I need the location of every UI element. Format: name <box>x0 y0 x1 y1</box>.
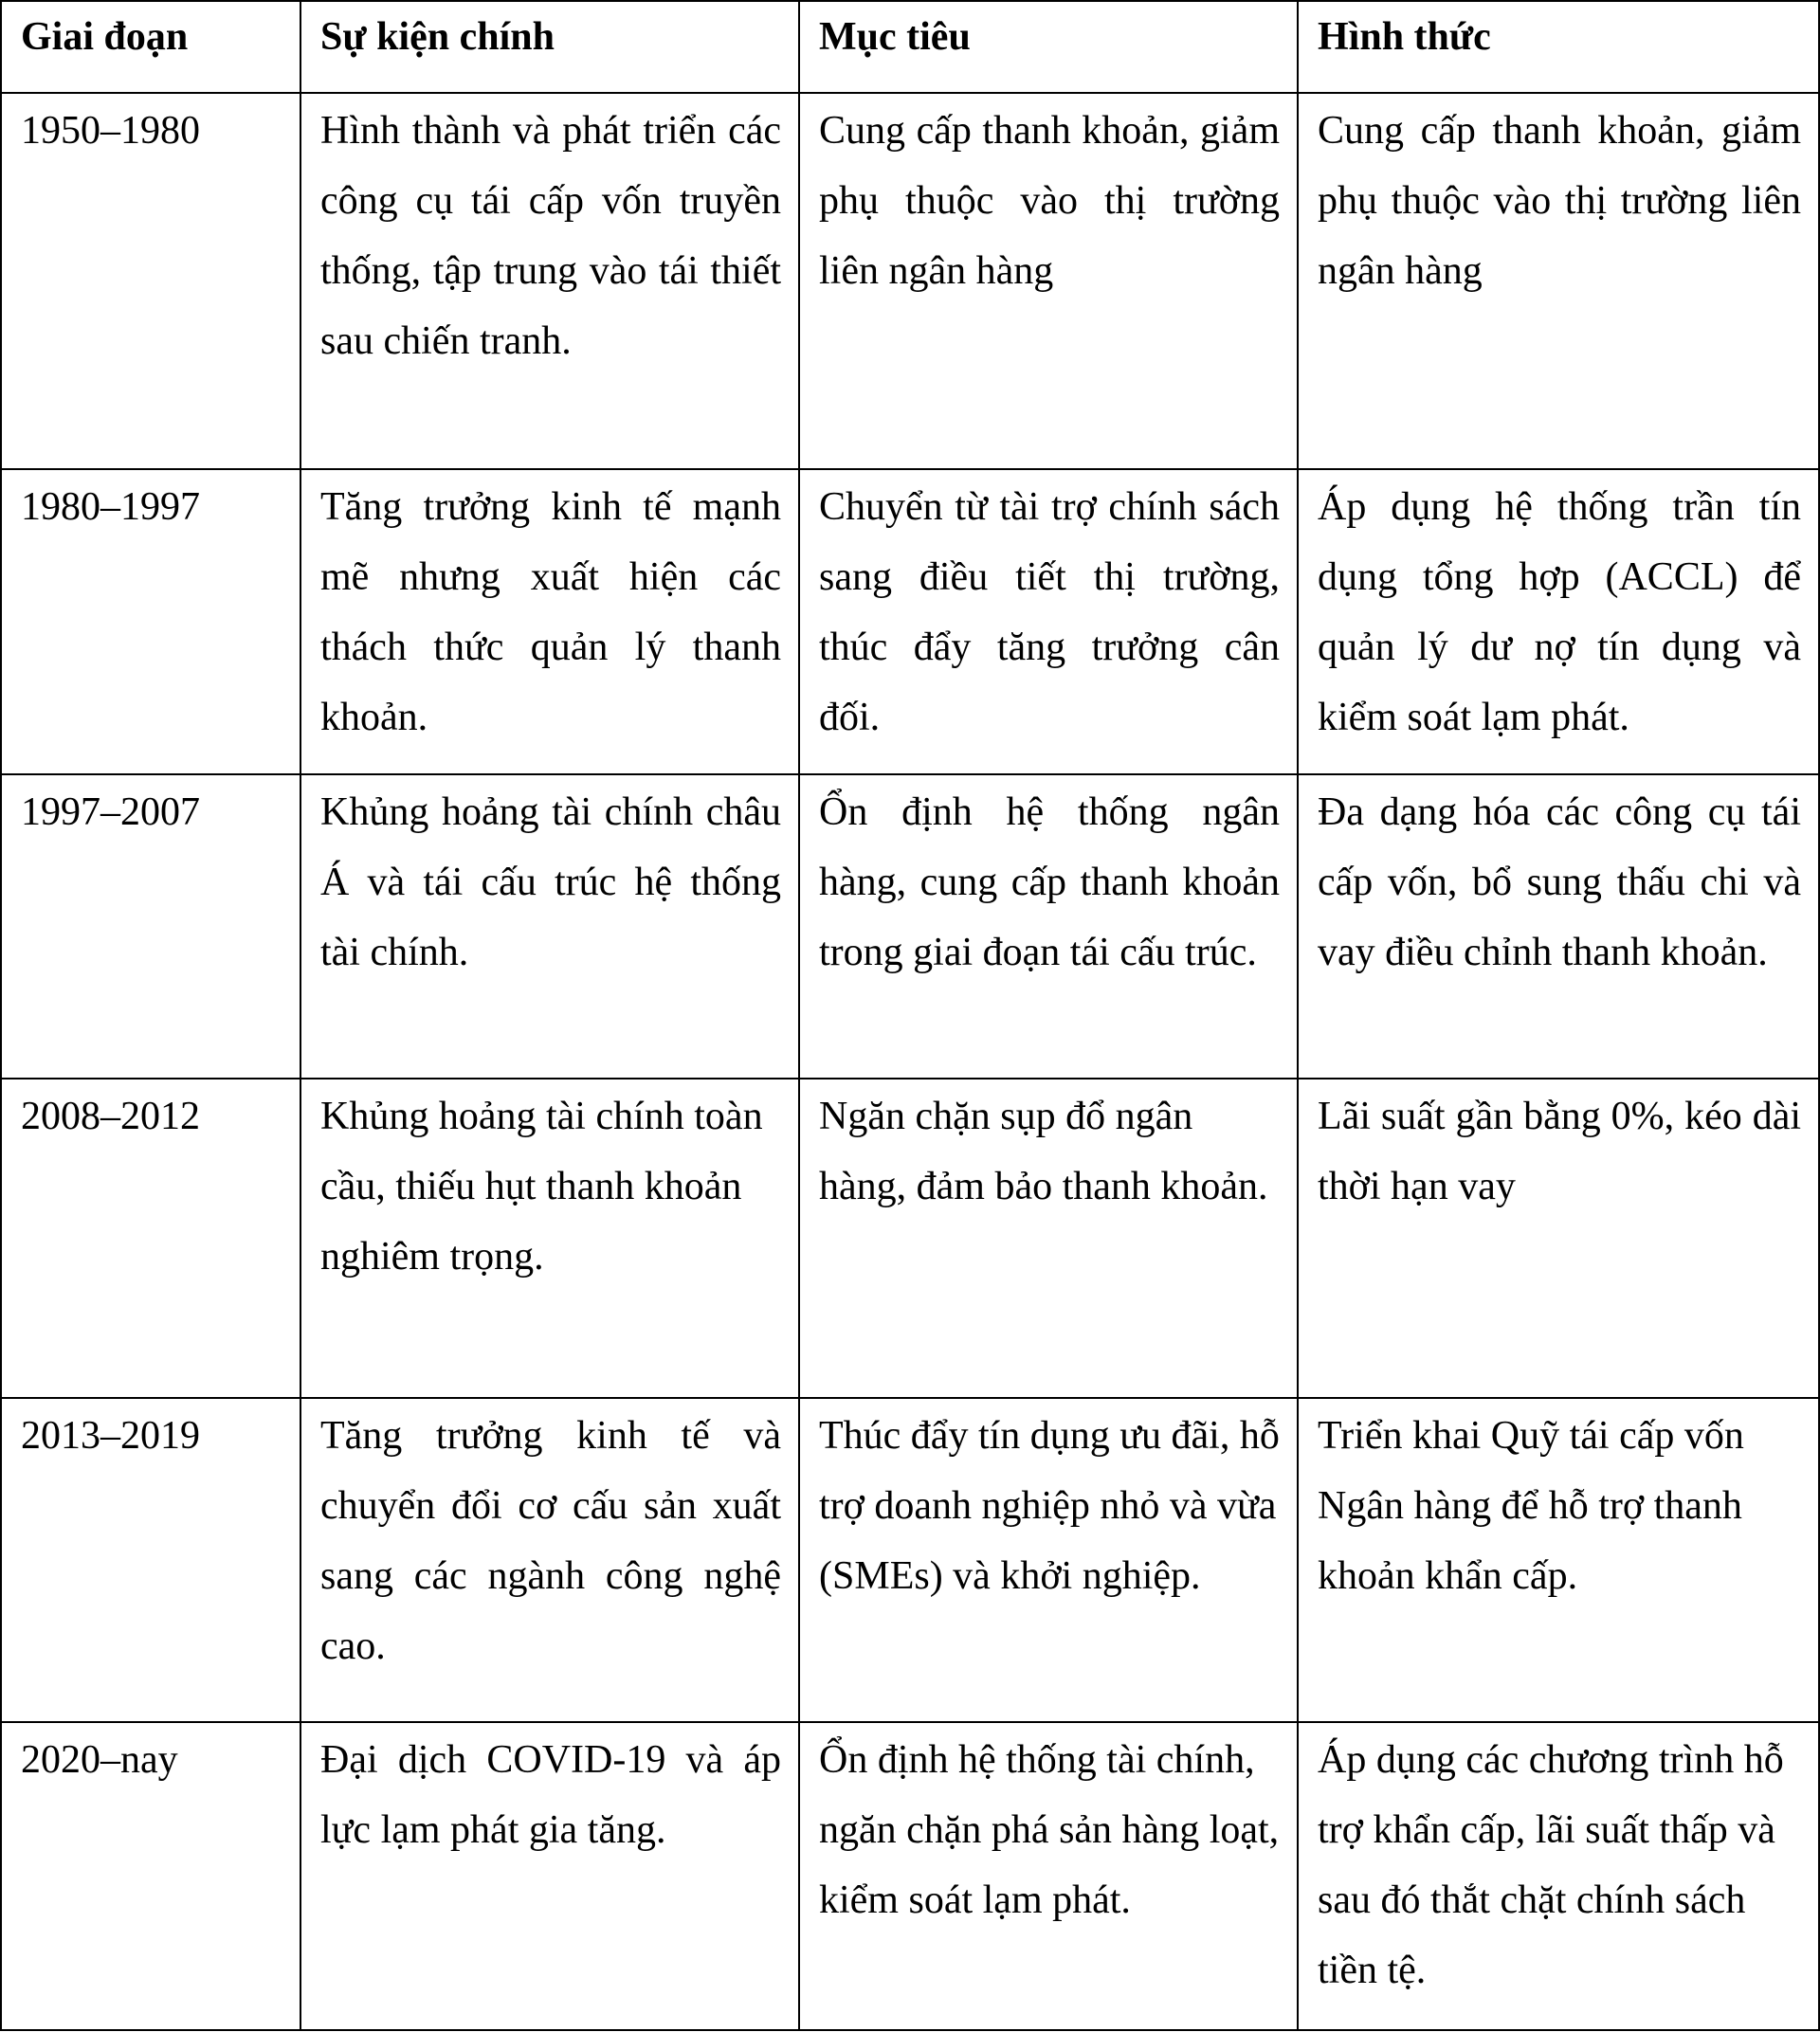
table-row <box>1 1079 1819 1398</box>
header-goal: Mục tiêu <box>799 1 1298 93</box>
cell-period: 1980–1997 <box>1 469 300 774</box>
cell-event: Tăng trưởng kinh tế và chuyển đổi cơ cấu sản xuất sang các ngành công nghệ cao. <box>300 1398 799 1722</box>
table-row <box>1 1722 1819 2030</box>
cell-goal: Ngăn chặn sụp đổ ngân hàng, đảm bảo thanh khoản. <box>799 1079 1298 1398</box>
cell-goal: Ổn định hệ thống tài chính, ngăn chặn phá sản hàng loạt, kiểm soát lạm phát. <box>799 1722 1298 2030</box>
table-row <box>1 774 1819 1079</box>
cell-form: Áp dụng các chương trình hỗ trợ khẩn cấp, lãi suất thấp và sau đó thắt chặt chính sách tiền tệ. <box>1298 1722 1819 2030</box>
cell-goal: Ổn định hệ thống ngân hàng, cung cấp thanh khoản trong giai đoạn tái cấu trúc. <box>799 774 1298 1079</box>
cell-period: 2008–2012 <box>1 1079 300 1398</box>
table-row <box>1 93 1819 469</box>
cell-form: Cung cấp thanh khoản, giảm phụ thuộc vào thị trường liên ngân hàng <box>1298 93 1819 469</box>
cell-form: Đa dạng hóa các công cụ tái cấp vốn, bổ sung thấu chi và vay điều chỉnh thanh khoản. <box>1298 774 1819 1079</box>
cell-event: Đại dịch COVID-19 và áp lực lạm phát gia tăng. <box>300 1722 799 2030</box>
cell-form: Áp dụng hệ thống trần tín dụng tổng hợp (ACCL) để quản lý dư nợ tín dụng và kiểm soát lạm phát. <box>1298 469 1819 774</box>
cell-period: 1950–1980 <box>1 93 300 469</box>
cell-event: Khủng hoảng tài chính châu Á và tái cấu trúc hệ thống tài chính. <box>300 774 799 1079</box>
header-event: Sự kiện chính <box>300 1 799 93</box>
cell-period: 1997–2007 <box>1 774 300 1079</box>
cell-form: Lãi suất gần bằng 0%, kéo dài thời hạn vay <box>1298 1079 1819 1398</box>
cell-goal: Thúc đẩy tín dụng ưu đãi, hỗ trợ doanh nghiệp nhỏ và vừa (SMEs) và khởi nghiệp. <box>799 1398 1298 1722</box>
cell-period: 2013–2019 <box>1 1398 300 1722</box>
header-form: Hình thức <box>1298 1 1819 93</box>
header-period: Giai đoạn <box>1 1 300 93</box>
table-row <box>1 469 1819 774</box>
cell-event: Hình thành và phát triển các công cụ tái cấp vốn truyền thống, tập trung vào tái thiết sau chiến tranh. <box>300 93 799 469</box>
table-header-row <box>1 1 1819 93</box>
cell-form: Triển khai Quỹ tái cấp vốn Ngân hàng để hỗ trợ thanh khoản khẩn cấp. <box>1298 1398 1819 1722</box>
cell-goal: Cung cấp thanh khoản, giảm phụ thuộc vào thị trường liên ngân hàng <box>799 93 1298 469</box>
cell-event: Tăng trưởng kinh tế mạnh mẽ nhưng xuất hiện các thách thức quản lý thanh khoản. <box>300 469 799 774</box>
cell-event: Khủng hoảng tài chính toàn cầu, thiếu hụt thanh khoản nghiêm trọng. <box>300 1079 799 1398</box>
cell-period: 2020–nay <box>1 1722 300 2030</box>
cell-goal: Chuyển từ tài trợ chính sách sang điều tiết thị trường, thúc đẩy tăng trưởng cân đối. <box>799 469 1298 774</box>
table-row <box>1 1398 1819 1722</box>
